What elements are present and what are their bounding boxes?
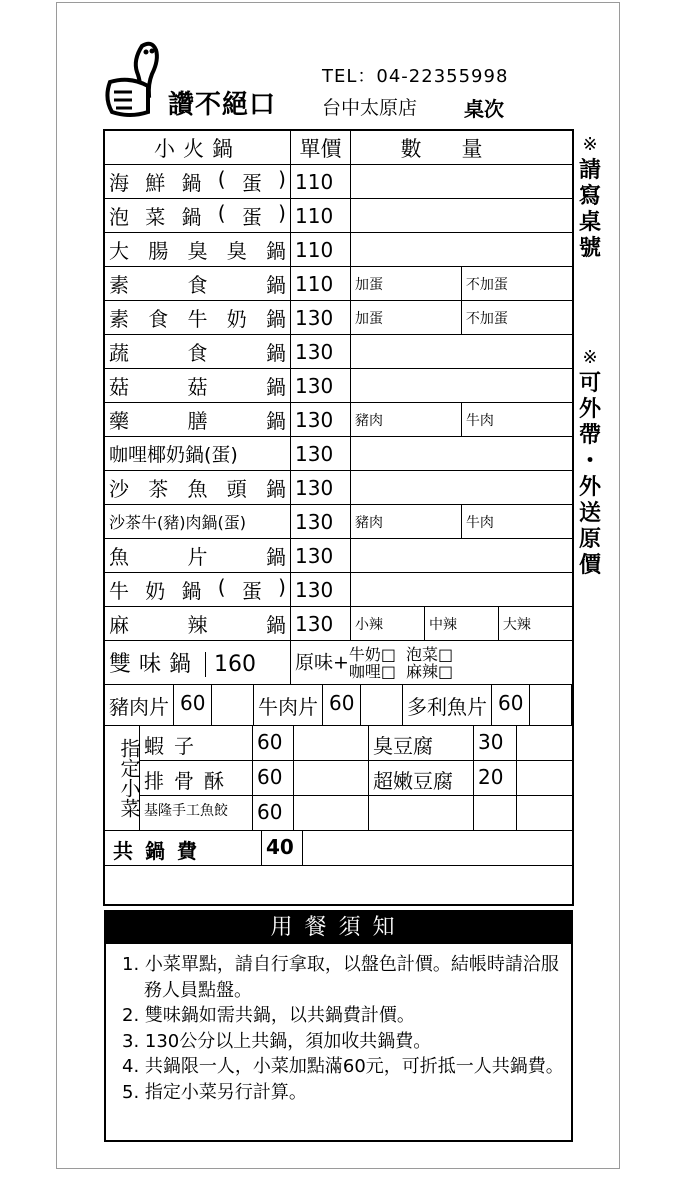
char: 藥 xyxy=(109,409,129,433)
item-name-text xyxy=(109,575,286,604)
item-price: 130 xyxy=(291,403,351,437)
side-price: 20 xyxy=(474,761,517,795)
side-price: 30 xyxy=(474,726,517,760)
item-price: 110 xyxy=(291,267,351,301)
side-price: 60 xyxy=(253,726,294,760)
qty-cell[interactable] xyxy=(351,335,573,369)
side-char: 外 xyxy=(578,397,601,422)
item-name xyxy=(105,505,291,539)
item-name-text xyxy=(109,609,286,638)
item-name xyxy=(105,471,291,505)
qty-cell[interactable] xyxy=(351,471,573,505)
side-char: 桌 xyxy=(578,210,601,235)
item-name-text xyxy=(109,269,286,298)
item-price: 130 xyxy=(291,335,351,369)
menu-row xyxy=(105,403,573,437)
share-fee-name: 共鍋費 xyxy=(105,831,262,865)
side-cells xyxy=(105,761,573,796)
char: 茶 xyxy=(148,477,169,501)
double-choice-checkbox[interactable]: 牛奶□ xyxy=(348,644,397,664)
item-name xyxy=(105,607,291,641)
char: 鍋 xyxy=(266,239,286,263)
char: 鍋 xyxy=(266,307,286,331)
meat-name: 豬肉片 xyxy=(105,685,174,725)
header-item-cell: 小火鍋 xyxy=(105,131,291,165)
item-name xyxy=(105,539,291,573)
char: 沙 xyxy=(109,477,129,501)
note-mark: ※ xyxy=(582,134,598,155)
char: ) xyxy=(278,575,286,599)
option-cell[interactable]: 不加蛋 xyxy=(461,301,572,335)
option-cell[interactable]: 加蛋 xyxy=(351,267,462,301)
item-name xyxy=(105,233,291,267)
side-dish-row xyxy=(105,726,573,761)
item-name xyxy=(105,437,291,471)
item-name xyxy=(105,335,291,369)
qty-cell[interactable] xyxy=(351,437,573,471)
share-fee-qty[interactable] xyxy=(303,831,572,865)
item-name xyxy=(105,301,291,335)
side-name: 超嫩豆腐 xyxy=(369,761,474,795)
double-pot-price: 160 xyxy=(205,652,256,677)
char: 泡 xyxy=(109,205,129,229)
qty-cell[interactable] xyxy=(351,233,573,267)
char: 鍋 xyxy=(181,205,202,229)
side-qty[interactable] xyxy=(294,761,369,795)
dining-notice xyxy=(104,910,573,1142)
qty-cell[interactable] xyxy=(351,199,573,233)
char: 鍋 xyxy=(266,375,286,399)
item-price: 130 xyxy=(291,471,351,505)
meat-line xyxy=(105,685,572,725)
char: ) xyxy=(278,201,286,225)
side-char: 價 xyxy=(578,553,601,578)
menu-row xyxy=(105,607,573,641)
side-qty[interactable] xyxy=(294,796,369,830)
side-line xyxy=(105,761,572,795)
meat-qty[interactable] xyxy=(212,685,254,725)
item-price: 110 xyxy=(291,199,351,233)
item-name-text xyxy=(109,303,286,332)
menu-row xyxy=(105,539,573,573)
item-name-text xyxy=(109,371,286,400)
char: 奶 xyxy=(145,579,166,603)
telephone: TEL：04-22355998 xyxy=(322,66,509,87)
char: 鍋 xyxy=(266,613,286,637)
side-name: 蝦子 xyxy=(140,726,253,760)
brand-name: 讚不絕口 xyxy=(168,90,277,120)
item-name-text: 咖哩椰奶鍋(蛋) xyxy=(109,444,238,466)
option-cell[interactable]: 牛肉 xyxy=(461,403,572,437)
qty-cell[interactable] xyxy=(351,369,573,403)
char: ) xyxy=(278,167,286,191)
char: 鍋 xyxy=(266,545,286,569)
char: 蛋 xyxy=(241,171,262,195)
side-qty[interactable] xyxy=(517,796,572,830)
notice-title: 用餐須知 xyxy=(106,912,571,944)
menu-row xyxy=(105,505,573,539)
meat-name: 多利魚片 xyxy=(403,685,492,725)
side-dish-row xyxy=(105,761,573,796)
char: 辣 xyxy=(187,613,208,637)
item-name xyxy=(105,199,291,233)
char: 牛 xyxy=(187,307,208,331)
menu-row xyxy=(105,199,573,233)
char: 蛋 xyxy=(241,579,262,603)
meat-name: 牛肉片 xyxy=(254,685,323,725)
item-name xyxy=(105,369,291,403)
double-pot-name xyxy=(105,641,291,685)
table-number-label: 桌次 xyxy=(464,97,504,121)
char: 鮮 xyxy=(145,171,166,195)
meat-qty[interactable] xyxy=(530,685,572,725)
menu-row xyxy=(105,369,573,403)
option-cell[interactable]: 小辣 xyxy=(351,607,425,641)
char: 大 xyxy=(109,239,129,263)
item-name-text xyxy=(109,201,286,230)
option-cell[interactable]: 豬肉 xyxy=(351,403,462,437)
char: 食 xyxy=(148,307,169,331)
item-price: 130 xyxy=(291,437,351,471)
char: 蛋 xyxy=(241,205,262,229)
qty-cell[interactable] xyxy=(351,165,573,199)
side-line xyxy=(105,796,572,830)
double-pot-label: 雙味鍋 xyxy=(109,652,200,677)
char: 素 xyxy=(109,307,129,331)
char: 臭 xyxy=(226,239,247,263)
side-qty[interactable] xyxy=(517,761,572,795)
item-price: 130 xyxy=(291,369,351,403)
side-price xyxy=(474,796,517,830)
item-name xyxy=(105,573,291,607)
meat-price: 60 xyxy=(492,685,530,725)
double-pot-row xyxy=(105,641,573,685)
side-price: 60 xyxy=(253,761,294,795)
meat-cells xyxy=(105,685,573,726)
double-base-label: 原味+ xyxy=(295,651,349,673)
char: 菜 xyxy=(145,205,166,229)
side-qty[interactable] xyxy=(294,726,369,760)
item-name-text xyxy=(109,337,286,366)
char: 鍋 xyxy=(266,409,286,433)
char: 鍋 xyxy=(266,477,286,501)
item-price: 130 xyxy=(291,607,351,641)
char: 菇 xyxy=(109,375,129,399)
option-cell[interactable]: 牛肉 xyxy=(461,505,572,539)
option-cell[interactable]: 中辣 xyxy=(424,607,498,641)
option-cell[interactable]: 加蛋 xyxy=(351,301,462,335)
side-dish-row xyxy=(105,796,573,831)
item-price: 130 xyxy=(291,505,351,539)
char: 海 xyxy=(109,171,129,195)
side-cells xyxy=(105,796,573,831)
char: 腸 xyxy=(148,239,169,263)
meat-qty[interactable] xyxy=(361,685,403,725)
char: ( xyxy=(217,201,226,225)
side-price: 60 xyxy=(253,796,294,830)
side-char: 號 xyxy=(578,236,601,261)
menu-row xyxy=(105,267,573,301)
store-name: 台中太原店 xyxy=(322,97,418,119)
menu-row xyxy=(105,335,573,369)
menu-row xyxy=(105,233,573,267)
note-mark: ※ xyxy=(582,347,598,368)
menu-row xyxy=(105,437,573,471)
item-name-text xyxy=(109,167,286,196)
char: 片 xyxy=(187,545,208,569)
item-price: 130 xyxy=(291,539,351,573)
item-price: 130 xyxy=(291,573,351,607)
share-fee-row xyxy=(105,831,573,866)
side-char: 送 xyxy=(578,501,601,526)
char: 頭 xyxy=(226,477,247,501)
option-cell[interactable]: 不加蛋 xyxy=(461,267,572,301)
notice-item: 4. 共鍋限一人，小菜加點滿60元，可折抵一人共鍋費。 xyxy=(122,1056,564,1077)
thumbs-up-logo-icon xyxy=(104,38,164,118)
side-char: ・ xyxy=(578,449,601,474)
item-name xyxy=(105,267,291,301)
item-price: 110 xyxy=(291,165,351,199)
char: 魚 xyxy=(187,477,208,501)
side-char: 寫 xyxy=(578,184,601,209)
side-char: 請 xyxy=(578,158,601,183)
meat-row xyxy=(105,685,573,726)
share-fee-cells xyxy=(105,831,573,866)
option-cell[interactable]: 豬肉 xyxy=(351,505,462,539)
menu-row xyxy=(105,165,573,199)
side-char: 外 xyxy=(578,475,601,500)
side-char: 原 xyxy=(578,527,601,552)
side-qty[interactable] xyxy=(517,726,572,760)
item-name xyxy=(105,403,291,437)
menu-header-row xyxy=(105,131,573,165)
double-choice-checkbox[interactable]: 泡菜□ xyxy=(406,644,454,664)
side-note-takeout xyxy=(578,345,602,579)
notice-item: 3. 130公分以上共鍋，須加收共鍋費。 xyxy=(122,1030,432,1052)
char: 食 xyxy=(187,273,208,297)
share-fee-price: 40 xyxy=(262,831,303,865)
side-name: 臭豆腐 xyxy=(369,726,474,760)
char: 素 xyxy=(109,273,129,297)
item-price: 130 xyxy=(291,301,351,335)
option-cell[interactable]: 大辣 xyxy=(498,607,572,641)
notice-list xyxy=(106,944,571,1105)
char: 鍋 xyxy=(181,171,202,195)
notice-item: 2. 雙味鍋如需共鍋，以共鍋費計價。 xyxy=(122,1005,415,1026)
item-price: 110 xyxy=(291,233,351,267)
item-name-text xyxy=(109,235,286,264)
char: 鍋 xyxy=(266,341,286,365)
char: 食 xyxy=(187,341,208,365)
item-name-text xyxy=(109,405,286,434)
menu-row xyxy=(105,471,573,505)
double-choice-checkbox[interactable]: 麻辣□ xyxy=(406,661,454,681)
double-choice-checkbox[interactable]: 咖哩□ xyxy=(348,661,397,681)
char: 菇 xyxy=(187,375,208,399)
side-note-table xyxy=(578,132,602,262)
side-char: 可 xyxy=(578,371,601,396)
char: ( xyxy=(217,167,226,191)
double-choices xyxy=(349,646,453,680)
char: 膳 xyxy=(187,409,208,433)
char: 蔬 xyxy=(109,341,129,365)
side-group-text: 指定小菜 xyxy=(105,728,139,828)
char: ( xyxy=(217,575,226,599)
char: 臭 xyxy=(187,239,208,263)
share-line xyxy=(105,831,572,865)
char: 鍋 xyxy=(266,273,286,297)
meat-price: 60 xyxy=(323,685,361,725)
char: 麻 xyxy=(109,613,129,637)
side-char: 帶 xyxy=(578,423,601,448)
header-price-cell: 單價 xyxy=(291,131,351,165)
side-group-label xyxy=(105,726,141,818)
char: 牛 xyxy=(109,579,129,603)
char: 鍋 xyxy=(181,579,202,603)
item-name-text: 沙茶牛(豬)肉鍋(蛋) xyxy=(109,513,246,532)
item-name xyxy=(105,165,291,199)
side-name xyxy=(369,796,474,830)
char: 奶 xyxy=(226,307,247,331)
item-name-text xyxy=(109,473,286,502)
notice-item: 1. 小菜單點，請自行拿取，以盤色計價。結帳時請洽服務人員點盤。 xyxy=(122,954,559,1001)
double-pot-options[interactable] xyxy=(291,641,573,685)
char: 魚 xyxy=(109,545,129,569)
side-name: 基隆手工魚餃 xyxy=(140,796,253,830)
side-name: 排骨酥 xyxy=(140,761,253,795)
menu-row xyxy=(105,573,573,607)
meat-price: 60 xyxy=(174,685,212,725)
header-qty-cell: 數量 xyxy=(351,131,573,165)
menu-row xyxy=(105,301,573,335)
menu-table xyxy=(104,130,573,866)
qty-cell[interactable] xyxy=(351,539,573,573)
notice-item: 5. 指定小菜另行計算。 xyxy=(122,1081,307,1103)
item-name-text xyxy=(109,541,286,570)
qty-cell[interactable] xyxy=(351,573,573,607)
